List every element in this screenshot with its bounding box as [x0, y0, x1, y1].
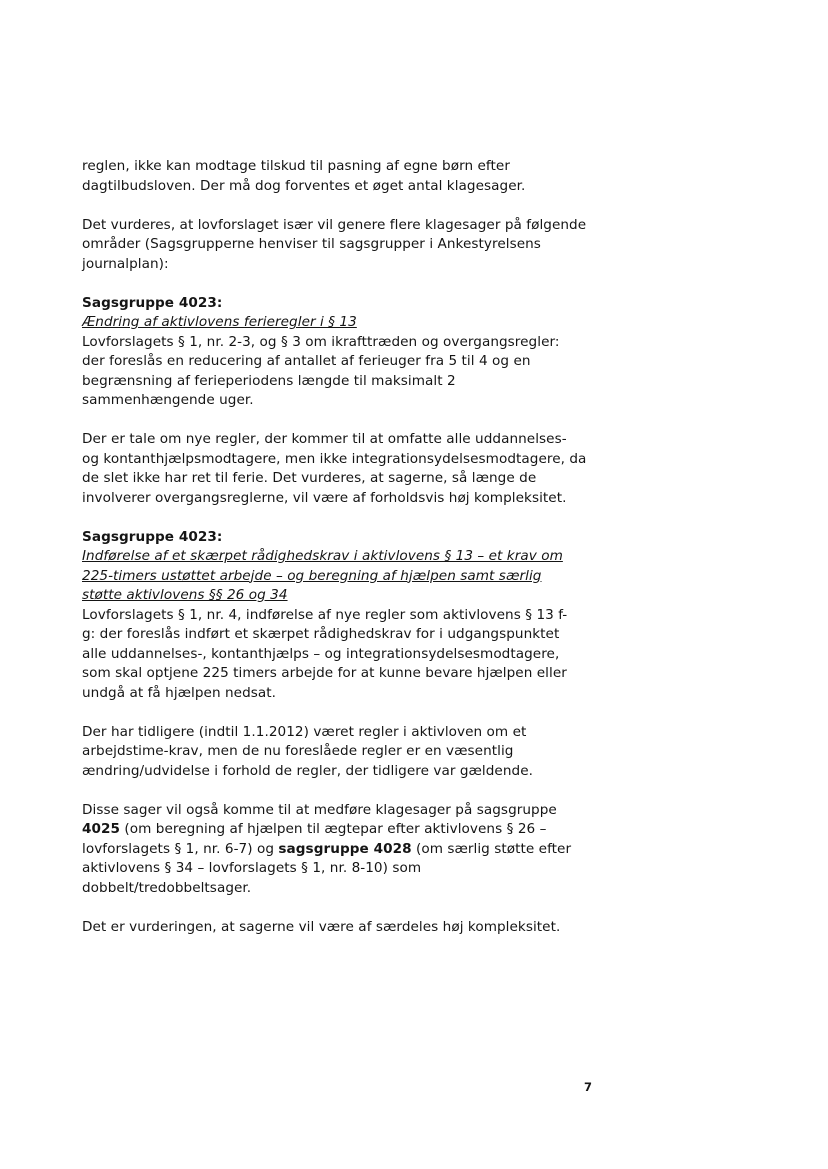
text-line: Det vurderes, at lovforslaget især vil genere flere klagesager på følgende [82, 216, 587, 233]
text-line: journalplan): [82, 255, 169, 272]
text-line: og kontanthjælpsmodtagere, men ikke integrationsydelsesmodtagere, da [82, 450, 587, 467]
text-line: ændring/udvidelse i forhold de regler, der tidligere var gældende. [82, 762, 533, 779]
text-line: der foreslås en reducering af antallet af ferieuger fra 5 til 4 og en [82, 353, 531, 369]
text-line [82, 840, 622, 860]
section-raadighedskrav [82, 528, 622, 704]
text-line: områder (Sagsgrupperne henviser til sagsgrupper i Ankestyrelsens [82, 236, 541, 252]
related-cases-paragraph [82, 801, 622, 899]
text-line [82, 820, 622, 840]
text-line: Der har tidligere (indtil 1.1.2012) været regler i aktivloven om et [82, 723, 527, 740]
text-line: Disse sager vil også komme til at medføre klagesager på sagsgruppe [82, 801, 557, 818]
history-paragraph [82, 723, 622, 782]
intro-paragraph [82, 157, 622, 196]
text-line: begrænsning af ferieperiodens længde til maksimalt 2 [82, 372, 456, 389]
text-line: de slet ikke har ret til ferie. Det vurderes, at sagerne, så længe de [82, 470, 537, 486]
text-line: alle uddannelses-, kontanthjælps – og integrationsydelsesmodtagere, [82, 645, 560, 662]
case-group-4028: sagsgruppe 4028 [278, 840, 412, 857]
section-subheading: 225-timers ustøttet arbejde – og beregning af hjælpen samt særlig [82, 567, 542, 584]
section-heading: Sagsgruppe 4023: [82, 294, 223, 311]
text-line: involverer overgangsreglerne, vil være af forholdsvis høj kompleksitet. [82, 489, 567, 506]
text-line: dagtilbudsloven. Der må dog forventes et øget antal klagesager. [82, 177, 526, 194]
text-fragment: (om beregning af hjælpen til ægtepar efter aktivlovens § 26 – [120, 821, 547, 837]
ferie-followup-paragraph [82, 430, 622, 508]
text-line: undgå at få hjælpen nedsat. [82, 684, 277, 701]
text-line: som skal optjene 225 timers arbejde for at kunne bevare hjælpen eller [82, 665, 567, 681]
text-line: Der er tale om nye regler, der kommer til at omfatte alle uddannelses- [82, 431, 567, 447]
case-group-4025: 4025 [82, 821, 121, 837]
text-line: Lovforslagets § 1, nr. 2-3, og § 3 om ikrafttræden og overgangsregler: [82, 333, 560, 350]
text-fragment: (om særlig støtte efter [411, 840, 572, 857]
text-line: reglen, ikke kan modtage tilskud til pasning af egne børn efter [82, 158, 510, 174]
document-page [82, 157, 622, 957]
text-line: sammenhængende uger. [82, 392, 254, 408]
section-heading: Sagsgruppe 4023: [82, 528, 223, 545]
text-line: Det er vurderingen, at sagerne vil være af særdeles høj kompleksitet. [82, 918, 561, 935]
text-line: arbejdstime-krav, men de nu foreslåede regler er en væsentlig [82, 743, 514, 759]
section-subheading: Indførelse af et skærpet rådighedskrav i aktivlovens § 13 – et krav om [82, 548, 563, 564]
section-subheading: støtte aktivlovens §§ 26 og 34 [82, 587, 288, 603]
text-line: g: der foreslås indført et skærpet rådighedskrav for i udgangspunktet [82, 626, 560, 642]
section-ferieregler [82, 294, 622, 411]
text-line: aktivlovens § 34 – lovforslagets § 1, nr. 8-10) som [82, 860, 422, 876]
text-line: Lovforslagets § 1, nr. 4, indførelse af nye regler som aktivlovens § 13 f- [82, 606, 568, 623]
page-number: 7 [584, 1080, 593, 1094]
text-line: dobbelt/tredobbeltsager. [82, 879, 252, 896]
section-subheading: Ændring af aktivlovens ferieregler i § 13 [82, 314, 357, 330]
assessment-paragraph [82, 216, 622, 275]
conclusion-paragraph [82, 918, 622, 938]
text-fragment: lovforslagets § 1, nr. 6-7) og [82, 840, 279, 857]
